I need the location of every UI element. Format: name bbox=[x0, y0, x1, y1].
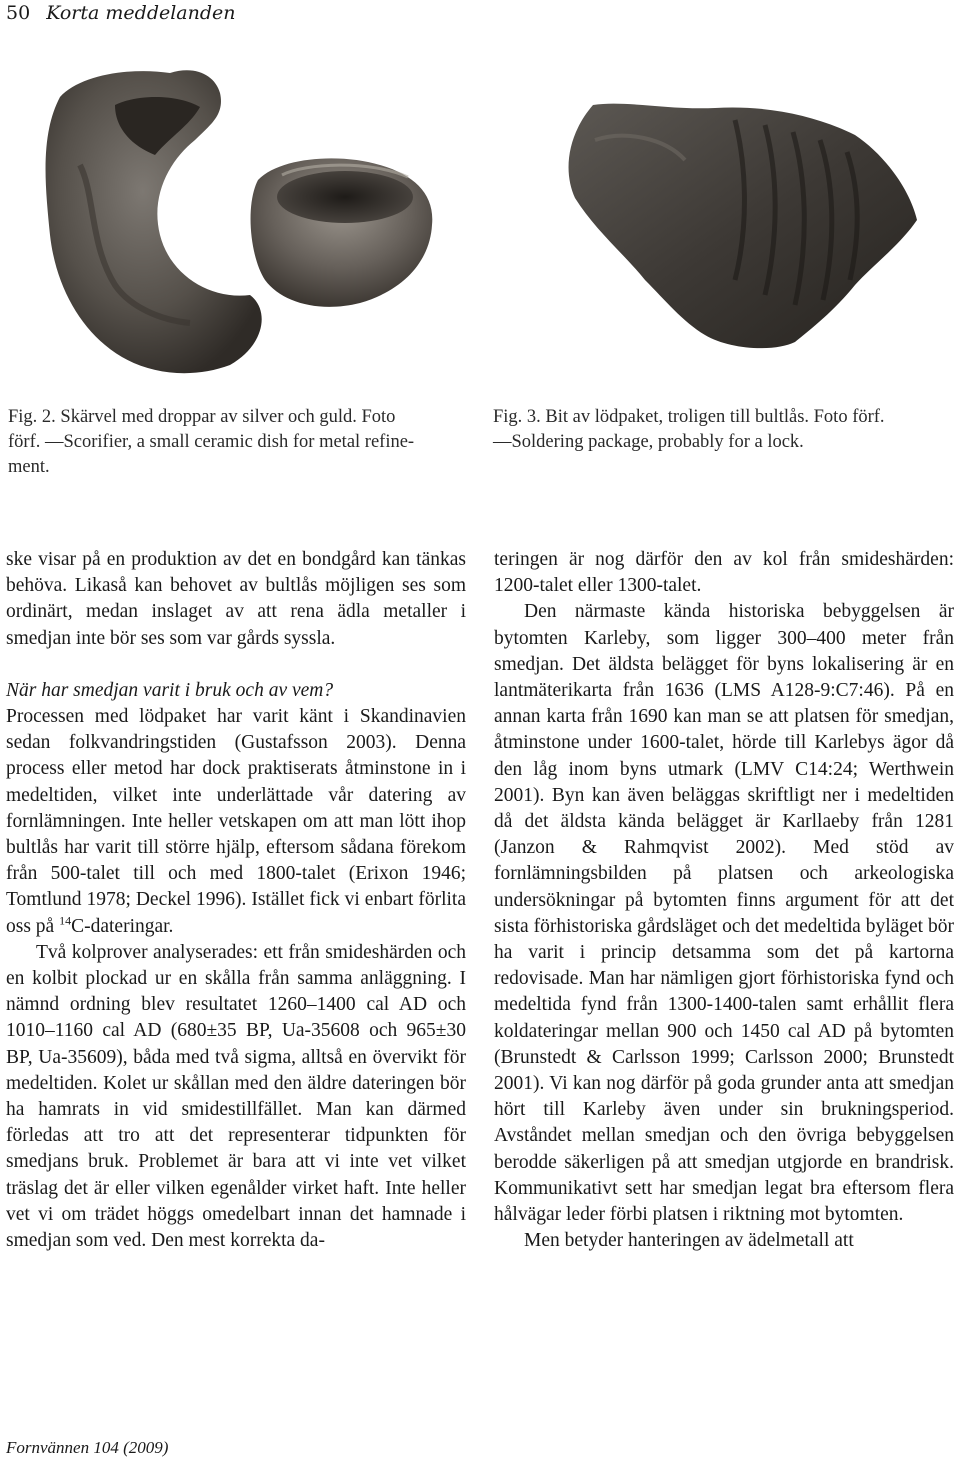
small-ceramic-dish bbox=[251, 158, 433, 306]
caption-line: —Soldering package, probably for a lock. bbox=[493, 432, 804, 452]
running-header bbox=[6, 0, 236, 26]
left-text-column bbox=[6, 547, 466, 1254]
paragraph-text: Processen med lödpaket har varit känt i Skandinavien sedan folkvandringstiden (Gustafsson 2003). Denna process eller metod har dock praktiserats åtminstone in i medeltiden, vilket inte underlättade vår datering av fornlämningen. Inte heller vetskapen om att man lött ihop bultlås har varit till större hjälp, eftersom sådana förekom från 500-talet till och med 1800-talet (Erixon 1946; Tomtlund 1978; Deckel 1996). Istället fick vi enbart förlita oss på bbox=[6, 706, 466, 937]
figure-2-photo bbox=[20, 45, 460, 385]
figure-2-caption bbox=[8, 405, 478, 480]
section-subheading: När har smedjan varit i bruk och av vem? bbox=[6, 679, 334, 701]
soldering-package-fragment bbox=[569, 104, 917, 349]
paragraph-text: C-dateringar. bbox=[71, 915, 174, 937]
scorifier-fragment bbox=[46, 70, 262, 373]
paragraph: Men betyder hanteringen av ädelmetall att bbox=[524, 1230, 854, 1252]
superscript-14: 14 bbox=[59, 913, 72, 928]
paragraph bbox=[6, 704, 466, 940]
caption-line: ment. bbox=[8, 457, 50, 477]
right-text-column bbox=[494, 547, 954, 1254]
caption-line: förf. —Scorifier, a small ceramic dish for metal refine- bbox=[8, 432, 415, 452]
journal-footer: Fornvännen 104 (2009) bbox=[6, 1438, 169, 1457]
figure-3-caption bbox=[493, 405, 958, 455]
paragraph: teringen är nog därför den av kol från smideshärden: 1200-talet eller 1300-talet. bbox=[494, 549, 954, 597]
caption-line: Fig. 3. Bit av lödpaket, troligen till bultlås. Foto förf. bbox=[493, 407, 885, 427]
page-number: 50 bbox=[6, 2, 31, 24]
section-title: Korta meddelanden bbox=[46, 2, 236, 24]
figure-3-photo bbox=[555, 80, 925, 380]
paragraph: Två kolprover analyserades: ett från smideshärden och en kolbit plockad ur en skålla från samma anläggning. I nämnd ordning blev resultatet 1260–1400 cal AD och 1010–1160 cal AD (680±35 BP, Ua-35608 och 965±30 BP, Ua-35609), båda med två sigma, alltså en övervikt för medeltiden. Kolet ur skållan med den äldre dateringen bör ha hamrats in vid smidestillfället. Man kan därmed förledas att tro att det representerar tidpunkten för smedjans bruk. Problemet är bara att vi inte vet vilket träslag det är eller vilken egenålder virket haft. Inte heller vet vi om trädet höggs omedelbart innan det hamnade i smedjan som ved. Den mest korrekta da- bbox=[6, 941, 466, 1252]
caption-line: Fig. 2. Skärvel med droppar av silver och guld. Foto bbox=[8, 407, 396, 427]
paragraph: ske visar på en produktion av det en bondgård kan tänkas behöva. Likaså kan behovet av bultlås möjligen ses som ordinärt, medan inslaget av att rena ädla metaller i smedjan inte bör ses som var gårds syssla. bbox=[6, 549, 466, 649]
paragraph: Den närmaste kända historiska bebyggelsen är bytomten Karleby, som ligger 300–400 meter från smedjan. Det äldsta belägget för byns lokalisering är en lantmäterikarta från 1636 (LMS A128-9:C7:46). På en annan karta från 1690 kan man se att platsen för smedjan, åtminstone under 1600-talet, hörde till Karlebys ägor då den låg inom byns utmark (LMV C14:24; Werthwein 2001). Byn kan även beläggas skriftligt ner i medeltiden då det äldsta kända belägget är Karllaeby från 1281 (Janzon & Rahmqvist 2002). Med stöd av fornlämningsbilden på platsen och arkeologiska undersökningar på bytomten finns argument för att det sista förhistoriska gårdsläget och det medeltida byläget bör ha varit i princip detsamma som det på kartorna redovisade. Man har nämligen gjort förhistoriska fynd och medeltida fynd från 1300-1400-talen samt erhållit flera koldateringar mellan 900 och 1450 cal AD på bytomten (Brunstedt & Carlsson 1999; Carlsson 2000; Brunstedt 2001). Vi kan nog därför på goda grunder anta att smedjan hört till Karleby även under sin brukningsperiod. Avståndet mellan smedjan och den övriga bebyggelsen berodde säkerligen på att smedjan utgjorde en brandrisk. Kommunikativt sett har smedjan legat bra eftersom flera hålvägar leder förbi platsen i riktning mot bytomten. bbox=[494, 601, 954, 1226]
